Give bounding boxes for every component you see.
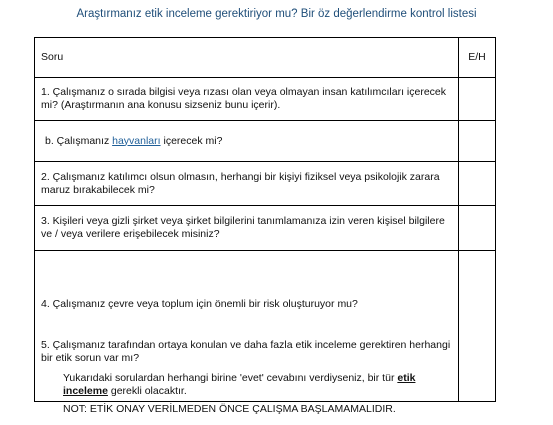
note-text-end: gerekli olacaktır. xyxy=(107,385,187,397)
table-header-row xyxy=(35,38,496,78)
answer-cell-4-5[interactable] xyxy=(459,251,496,402)
warning-note: NOT: ETİK ONAY VERİLMEDEN ÖNCE ÇALIŞMA BAŞLAMAMALIDIR. xyxy=(63,403,396,415)
page-title: Araştırmanız etik inceleme gerektiriyor mu? Bir öz değerlendirme kontrol listesi xyxy=(76,8,477,20)
table-row xyxy=(35,78,496,121)
question-3: 3. Kişileri veya gizli şirket veya şirket bilgilerini tanımlamanıza izin veren kişisel bilgilere ve / veya verilere erişebilecek misiniz? xyxy=(35,206,459,251)
checklist-table xyxy=(34,37,496,402)
question-1b-text-end: içerecek mi? xyxy=(160,134,223,147)
table-row xyxy=(35,162,496,206)
table-row xyxy=(35,121,496,162)
animals-link[interactable]: hayvanları xyxy=(112,134,161,147)
question-4: 4. Çalışmanız çevre veya toplum için önemli bir risk oluşturuyor mu? xyxy=(41,297,358,310)
question-5: 5. Çalışmanız tarafından ortaya konulan ve daha fazla etik inceleme gerektiren herhangi bir etik sorun var mı? xyxy=(41,338,451,364)
note-text: Yukarıdaki sorulardan herhangi birine 'evet' cevabını verdiyseniz, bir tür xyxy=(63,372,398,384)
question-column-header: Soru xyxy=(35,38,459,78)
question-1: 1. Çalışmanız o sırada bilgisi veya rızası olan veya olmayan insan katılımcıları içerecek mi? (Araştırmanın ana konusu sizseniz bunu içerir). xyxy=(35,78,459,121)
answer-cell-1[interactable] xyxy=(459,78,496,121)
answer-cell-2[interactable] xyxy=(459,162,496,206)
question-2: 2. Çalışmanız katılımcı olsun olmasın, herhangi bir kişiyi fiziksel veya psikolojik zarara maruz bırakabilecek mi? xyxy=(35,162,459,206)
answer-cell-3[interactable] xyxy=(459,206,496,251)
question-1b-text: b. Çalışmanız xyxy=(45,134,113,147)
answer-cell-1b[interactable] xyxy=(459,121,496,162)
answer-column-header: E/H xyxy=(459,38,496,78)
ethics-review-term: etik inceleme xyxy=(63,372,416,397)
question-1b xyxy=(35,121,459,162)
table-row xyxy=(35,206,496,251)
evet-note xyxy=(63,372,453,398)
